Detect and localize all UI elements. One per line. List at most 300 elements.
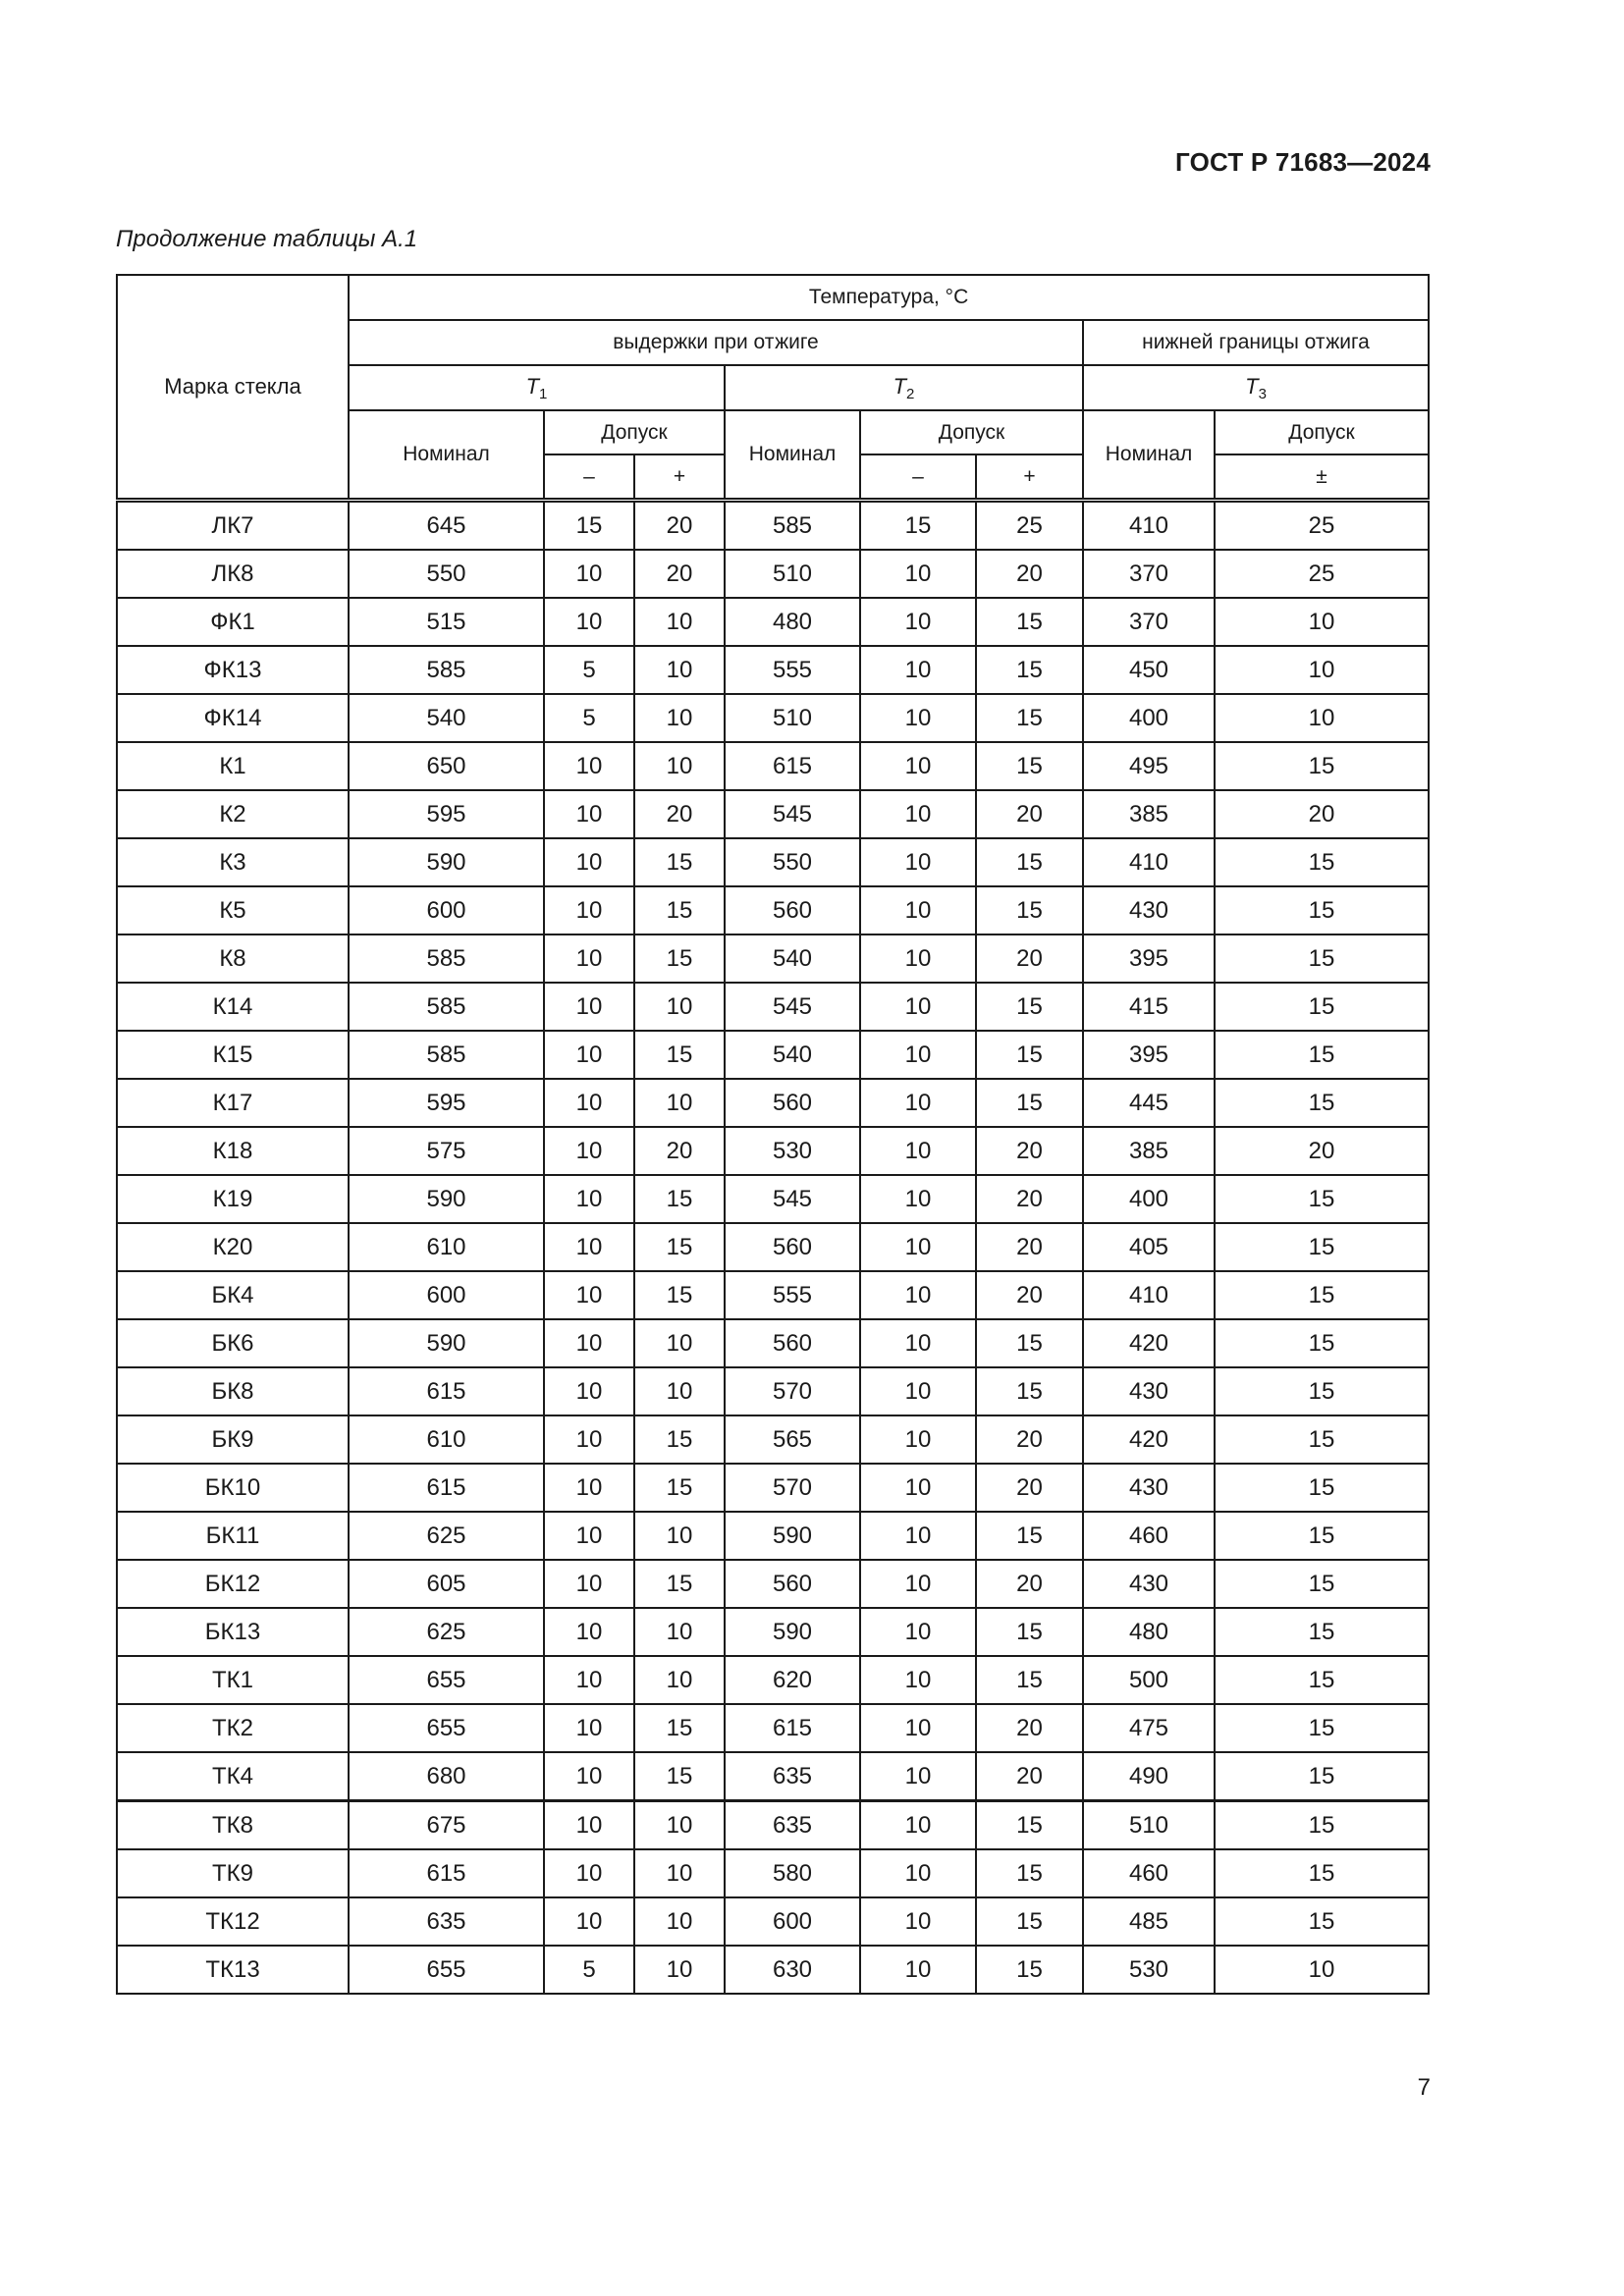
- table-row: [117, 694, 1429, 742]
- cell-t3-nominal: 430: [1083, 1367, 1215, 1415]
- table-row: [117, 1849, 1429, 1897]
- cell-t1-minus: 10: [544, 1271, 634, 1319]
- cell-t2-plus: 20: [976, 790, 1083, 838]
- cell-t1-nominal: 595: [349, 1079, 544, 1127]
- cell-t1-nominal: 610: [349, 1415, 544, 1464]
- cell-grade: К20: [117, 1223, 349, 1271]
- cell-t1-nominal: 610: [349, 1223, 544, 1271]
- table-row: [117, 1897, 1429, 1946]
- cell-t1-nominal: 585: [349, 983, 544, 1031]
- cell-t1-plus: 10: [634, 1897, 725, 1946]
- cell-t1-minus: 5: [544, 646, 634, 694]
- cell-grade: ЛК8: [117, 550, 349, 598]
- cell-t1-nominal: 590: [349, 838, 544, 886]
- cell-t1-nominal: 655: [349, 1656, 544, 1704]
- cell-t3-nominal: 385: [1083, 1127, 1215, 1175]
- table-row: [117, 1031, 1429, 1079]
- cell-grade: ТК8: [117, 1801, 349, 1850]
- cell-t2-nominal: 585: [725, 501, 860, 551]
- cell-t1-plus: 15: [634, 1175, 725, 1223]
- cell-t1-plus: 10: [634, 1319, 725, 1367]
- cell-t3-nominal: 500: [1083, 1656, 1215, 1704]
- cell-t2-nominal: 560: [725, 1560, 860, 1608]
- cell-t1-plus: 10: [634, 1801, 725, 1850]
- cell-t2-nominal: 565: [725, 1415, 860, 1464]
- cell-grade: ТК4: [117, 1752, 349, 1801]
- cell-t1-minus: 10: [544, 1223, 634, 1271]
- cell-t3-tolerance: 15: [1215, 1897, 1429, 1946]
- header-t2: [725, 365, 1083, 410]
- cell-t2-plus: 25: [976, 501, 1083, 551]
- cell-t2-minus: 10: [860, 1608, 976, 1656]
- cell-t2-plus: 20: [976, 1704, 1083, 1752]
- cell-t2-plus: 15: [976, 1946, 1083, 1994]
- cell-t3-nominal: 410: [1083, 1271, 1215, 1319]
- cell-grade: К15: [117, 1031, 349, 1079]
- cell-t2-plus: 15: [976, 1319, 1083, 1367]
- table-row: [117, 501, 1429, 551]
- cell-t1-plus: 15: [634, 1464, 725, 1512]
- cell-t3-tolerance: 15: [1215, 1608, 1429, 1656]
- cell-t1-plus: 10: [634, 1656, 725, 1704]
- cell-t2-minus: 10: [860, 742, 976, 790]
- header-t2-nominal: Номинал: [725, 410, 860, 501]
- cell-grade: ФК13: [117, 646, 349, 694]
- cell-t1-nominal: 615: [349, 1464, 544, 1512]
- cell-grade: ФК1: [117, 598, 349, 646]
- cell-t1-plus: 10: [634, 1946, 725, 1994]
- cell-t2-plus: 15: [976, 886, 1083, 934]
- cell-t3-nominal: 430: [1083, 886, 1215, 934]
- cell-t2-nominal: 540: [725, 934, 860, 983]
- cell-t1-plus: 20: [634, 550, 725, 598]
- cell-t1-minus: 10: [544, 1127, 634, 1175]
- cell-t2-nominal: 545: [725, 983, 860, 1031]
- cell-grade: К14: [117, 983, 349, 1031]
- cell-t1-nominal: 590: [349, 1319, 544, 1367]
- cell-t2-minus: 10: [860, 934, 976, 983]
- cell-t3-nominal: 445: [1083, 1079, 1215, 1127]
- cell-t3-tolerance: 15: [1215, 1319, 1429, 1367]
- cell-t1-nominal: 655: [349, 1946, 544, 1994]
- cell-t3-nominal: 370: [1083, 598, 1215, 646]
- cell-t1-plus: 15: [634, 886, 725, 934]
- cell-t2-nominal: 600: [725, 1897, 860, 1946]
- cell-t1-minus: 10: [544, 742, 634, 790]
- cell-t1-nominal: 575: [349, 1127, 544, 1175]
- cell-t3-tolerance: 15: [1215, 1704, 1429, 1752]
- cell-t1-minus: 10: [544, 1464, 634, 1512]
- cell-t2-plus: 20: [976, 1464, 1083, 1512]
- cell-t1-plus: 10: [634, 1608, 725, 1656]
- cell-grade: БК4: [117, 1271, 349, 1319]
- cell-t3-tolerance: 25: [1215, 501, 1429, 551]
- header-hold-annealing: выдержки при отжиге: [349, 320, 1083, 365]
- cell-t2-minus: 10: [860, 1079, 976, 1127]
- cell-t2-nominal: 540: [725, 1031, 860, 1079]
- cell-t2-minus: 10: [860, 646, 976, 694]
- header-t1-plus: +: [634, 454, 725, 501]
- cell-t2-plus: 15: [976, 983, 1083, 1031]
- cell-t3-tolerance: 15: [1215, 1223, 1429, 1271]
- cell-t1-minus: 10: [544, 1031, 634, 1079]
- cell-t1-nominal: 605: [349, 1560, 544, 1608]
- cell-t2-nominal: 510: [725, 694, 860, 742]
- cell-t1-plus: 20: [634, 790, 725, 838]
- cell-t1-plus: 15: [634, 838, 725, 886]
- cell-t3-tolerance: 15: [1215, 838, 1429, 886]
- cell-t2-nominal: 615: [725, 1704, 860, 1752]
- cell-t1-nominal: 515: [349, 598, 544, 646]
- cell-t2-nominal: 635: [725, 1752, 860, 1801]
- cell-t1-plus: 10: [634, 598, 725, 646]
- cell-t3-nominal: 385: [1083, 790, 1215, 838]
- cell-t1-nominal: 645: [349, 501, 544, 551]
- cell-t2-minus: 10: [860, 1704, 976, 1752]
- cell-t2-plus: 20: [976, 1271, 1083, 1319]
- cell-t3-nominal: 510: [1083, 1801, 1215, 1850]
- cell-t1-minus: 10: [544, 790, 634, 838]
- cell-t2-minus: 10: [860, 1512, 976, 1560]
- cell-t3-tolerance: 15: [1215, 1079, 1429, 1127]
- cell-t1-nominal: 585: [349, 934, 544, 983]
- cell-t1-plus: 20: [634, 501, 725, 551]
- cell-t1-nominal: 675: [349, 1801, 544, 1850]
- cell-t2-minus: 10: [860, 1752, 976, 1801]
- table-row: [117, 983, 1429, 1031]
- cell-t3-nominal: 395: [1083, 1031, 1215, 1079]
- cell-t3-nominal: 405: [1083, 1223, 1215, 1271]
- cell-t2-nominal: 510: [725, 550, 860, 598]
- cell-t1-nominal: 655: [349, 1704, 544, 1752]
- cell-t1-minus: 10: [544, 1849, 634, 1897]
- cell-t2-nominal: 560: [725, 1079, 860, 1127]
- cell-t3-tolerance: 10: [1215, 598, 1429, 646]
- cell-grade: ТК1: [117, 1656, 349, 1704]
- cell-t3-tolerance: 25: [1215, 550, 1429, 598]
- cell-t1-plus: 15: [634, 1704, 725, 1752]
- table-row: [117, 1415, 1429, 1464]
- cell-t1-minus: 10: [544, 1079, 634, 1127]
- cell-t1-nominal: 540: [349, 694, 544, 742]
- header-t1: [349, 365, 725, 410]
- table-row: [117, 646, 1429, 694]
- header-t3: [1083, 365, 1429, 410]
- table-row: [117, 1512, 1429, 1560]
- cell-t1-nominal: 680: [349, 1752, 544, 1801]
- cell-t3-tolerance: 15: [1215, 886, 1429, 934]
- cell-grade: БК8: [117, 1367, 349, 1415]
- cell-t3-nominal: 395: [1083, 934, 1215, 983]
- table-row: [117, 1801, 1429, 1850]
- cell-t2-minus: 10: [860, 598, 976, 646]
- cell-t2-nominal: 590: [725, 1608, 860, 1656]
- cell-t2-minus: 10: [860, 983, 976, 1031]
- cell-t3-nominal: 410: [1083, 838, 1215, 886]
- cell-t3-nominal: 485: [1083, 1897, 1215, 1946]
- table-row: [117, 838, 1429, 886]
- cell-t3-nominal: 450: [1083, 646, 1215, 694]
- cell-t2-nominal: 545: [725, 1175, 860, 1223]
- table-row: [117, 1127, 1429, 1175]
- cell-t3-tolerance: 15: [1215, 742, 1429, 790]
- cell-t2-nominal: 550: [725, 838, 860, 886]
- cell-t3-tolerance: 15: [1215, 1849, 1429, 1897]
- cell-t2-plus: 15: [976, 694, 1083, 742]
- header-t2-plus: +: [976, 454, 1083, 501]
- cell-grade: К3: [117, 838, 349, 886]
- header-t2-tolerance: Допуск: [860, 410, 1083, 454]
- cell-grade: К2: [117, 790, 349, 838]
- cell-grade: БК12: [117, 1560, 349, 1608]
- cell-t2-nominal: 560: [725, 1223, 860, 1271]
- cell-t2-plus: 20: [976, 1175, 1083, 1223]
- table-row: [117, 1464, 1429, 1512]
- cell-t3-nominal: 400: [1083, 694, 1215, 742]
- cell-t1-minus: 10: [544, 1608, 634, 1656]
- cell-t3-nominal: 415: [1083, 983, 1215, 1031]
- t1-letter: T: [525, 373, 540, 399]
- cell-t2-nominal: 560: [725, 886, 860, 934]
- table-row: [117, 598, 1429, 646]
- cell-t2-nominal: 615: [725, 742, 860, 790]
- table-row: [117, 1079, 1429, 1127]
- cell-t2-plus: 15: [976, 1031, 1083, 1079]
- cell-t2-nominal: 570: [725, 1367, 860, 1415]
- cell-t1-nominal: 615: [349, 1367, 544, 1415]
- cell-grade: БК9: [117, 1415, 349, 1464]
- cell-t1-plus: 10: [634, 1367, 725, 1415]
- document-code: ГОСТ Р 71683—2024: [1175, 147, 1431, 177]
- cell-t1-minus: 10: [544, 886, 634, 934]
- table-row: [117, 1608, 1429, 1656]
- cell-t3-nominal: 430: [1083, 1464, 1215, 1512]
- cell-t2-minus: 10: [860, 1367, 976, 1415]
- cell-t1-nominal: 595: [349, 790, 544, 838]
- cell-t3-nominal: 430: [1083, 1560, 1215, 1608]
- cell-t3-tolerance: 15: [1215, 1271, 1429, 1319]
- cell-grade: К1: [117, 742, 349, 790]
- cell-t1-minus: 10: [544, 1367, 634, 1415]
- cell-t1-minus: 10: [544, 838, 634, 886]
- cell-t1-minus: 10: [544, 934, 634, 983]
- table-row: [117, 1271, 1429, 1319]
- table-row: [117, 742, 1429, 790]
- cell-t1-plus: 10: [634, 646, 725, 694]
- cell-t1-nominal: 625: [349, 1512, 544, 1560]
- cell-grade: ФК14: [117, 694, 349, 742]
- cell-t2-nominal: 480: [725, 598, 860, 646]
- cell-t3-nominal: 420: [1083, 1415, 1215, 1464]
- cell-t2-minus: 10: [860, 1319, 976, 1367]
- cell-t1-nominal: 635: [349, 1897, 544, 1946]
- cell-t1-minus: 10: [544, 1319, 634, 1367]
- cell-t2-minus: 10: [860, 1560, 976, 1608]
- cell-t3-tolerance: 15: [1215, 1752, 1429, 1801]
- cell-t3-tolerance: 15: [1215, 1656, 1429, 1704]
- header-lower-annealing: нижней границы отжига: [1083, 320, 1429, 365]
- cell-t1-minus: 10: [544, 1704, 634, 1752]
- cell-t3-tolerance: 15: [1215, 1560, 1429, 1608]
- cell-t2-nominal: 580: [725, 1849, 860, 1897]
- cell-t2-minus: 10: [860, 886, 976, 934]
- t2-letter: T: [893, 373, 907, 399]
- header-t3-plusminus: ±: [1215, 454, 1429, 501]
- cell-t2-plus: 15: [976, 1656, 1083, 1704]
- cell-t1-plus: 15: [634, 1415, 725, 1464]
- cell-t1-nominal: 590: [349, 1175, 544, 1223]
- cell-grade: К8: [117, 934, 349, 983]
- cell-grade: ЛК7: [117, 501, 349, 551]
- table-row: [117, 1946, 1429, 1994]
- cell-t2-plus: 15: [976, 1801, 1083, 1850]
- cell-t2-nominal: 560: [725, 1319, 860, 1367]
- cell-t2-plus: 20: [976, 1223, 1083, 1271]
- cell-t2-minus: 10: [860, 1801, 976, 1850]
- cell-t2-nominal: 590: [725, 1512, 860, 1560]
- table-row: [117, 550, 1429, 598]
- cell-t1-plus: 10: [634, 742, 725, 790]
- cell-t3-tolerance: 15: [1215, 983, 1429, 1031]
- cell-grade: ТК9: [117, 1849, 349, 1897]
- cell-t2-plus: 15: [976, 1512, 1083, 1560]
- cell-t1-plus: 15: [634, 934, 725, 983]
- cell-grade: БК13: [117, 1608, 349, 1656]
- cell-t1-minus: 10: [544, 1897, 634, 1946]
- cell-grade: ТК12: [117, 1897, 349, 1946]
- t1-subscript: 1: [539, 385, 548, 402]
- cell-t1-minus: 10: [544, 1175, 634, 1223]
- cell-t1-plus: 20: [634, 1127, 725, 1175]
- cell-t1-minus: 10: [544, 1560, 634, 1608]
- table-row: [117, 934, 1429, 983]
- cell-t3-tolerance: 10: [1215, 646, 1429, 694]
- cell-t1-minus: 10: [544, 598, 634, 646]
- table-row: [117, 1223, 1429, 1271]
- cell-t1-minus: 10: [544, 1512, 634, 1560]
- cell-t3-nominal: 490: [1083, 1752, 1215, 1801]
- cell-t2-minus: 10: [860, 1031, 976, 1079]
- cell-t3-tolerance: 10: [1215, 694, 1429, 742]
- cell-t1-plus: 15: [634, 1752, 725, 1801]
- cell-t1-nominal: 600: [349, 1271, 544, 1319]
- cell-grade: БК10: [117, 1464, 349, 1512]
- cell-t3-tolerance: 15: [1215, 1367, 1429, 1415]
- cell-t3-tolerance: 15: [1215, 934, 1429, 983]
- cell-t2-nominal: 635: [725, 1801, 860, 1850]
- cell-grade: ТК13: [117, 1946, 349, 1994]
- table-row: [117, 1704, 1429, 1752]
- cell-t3-nominal: 495: [1083, 742, 1215, 790]
- header-t1-nominal: Номинал: [349, 410, 544, 501]
- annealing-temperature-table: [116, 274, 1430, 1995]
- cell-t2-minus: 10: [860, 838, 976, 886]
- table-row: [117, 1656, 1429, 1704]
- cell-t2-minus: 10: [860, 1271, 976, 1319]
- cell-t2-plus: 15: [976, 838, 1083, 886]
- cell-t2-minus: 10: [860, 1946, 976, 1994]
- cell-t2-plus: 15: [976, 1897, 1083, 1946]
- cell-t1-nominal: 615: [349, 1849, 544, 1897]
- cell-t3-nominal: 400: [1083, 1175, 1215, 1223]
- cell-t2-plus: 20: [976, 1752, 1083, 1801]
- page-number: 7: [1417, 2074, 1431, 2101]
- cell-grade: К18: [117, 1127, 349, 1175]
- cell-t3-nominal: 530: [1083, 1946, 1215, 1994]
- cell-t2-plus: 20: [976, 1127, 1083, 1175]
- cell-t2-minus: 10: [860, 1656, 976, 1704]
- table-row: [117, 1752, 1429, 1801]
- cell-t3-nominal: 480: [1083, 1608, 1215, 1656]
- cell-t2-minus: 10: [860, 1849, 976, 1897]
- cell-grade: К5: [117, 886, 349, 934]
- header-t2-minus: –: [860, 454, 976, 501]
- cell-t3-tolerance: 10: [1215, 1946, 1429, 1994]
- table-row: [117, 1560, 1429, 1608]
- cell-t2-nominal: 530: [725, 1127, 860, 1175]
- cell-t2-plus: 15: [976, 1079, 1083, 1127]
- cell-t2-minus: 10: [860, 1223, 976, 1271]
- cell-t1-minus: 10: [544, 550, 634, 598]
- cell-t3-tolerance: 15: [1215, 1175, 1429, 1223]
- cell-t3-tolerance: 15: [1215, 1031, 1429, 1079]
- cell-t2-minus: 10: [860, 790, 976, 838]
- cell-t1-minus: 10: [544, 1656, 634, 1704]
- cell-t2-nominal: 570: [725, 1464, 860, 1512]
- cell-t2-plus: 20: [976, 550, 1083, 598]
- cell-t3-nominal: 410: [1083, 501, 1215, 551]
- cell-t1-minus: 5: [544, 1946, 634, 1994]
- table-row: [117, 1175, 1429, 1223]
- cell-t1-plus: 15: [634, 1271, 725, 1319]
- cell-t3-nominal: 460: [1083, 1849, 1215, 1897]
- cell-t3-tolerance: 15: [1215, 1464, 1429, 1512]
- cell-t2-plus: 15: [976, 1849, 1083, 1897]
- cell-t3-nominal: 475: [1083, 1704, 1215, 1752]
- cell-t1-nominal: 585: [349, 646, 544, 694]
- header-t1-minus: –: [544, 454, 634, 501]
- cell-t1-nominal: 550: [349, 550, 544, 598]
- cell-t2-minus: 10: [860, 1897, 976, 1946]
- cell-t3-nominal: 420: [1083, 1319, 1215, 1367]
- cell-t2-plus: 15: [976, 742, 1083, 790]
- cell-t2-nominal: 620: [725, 1656, 860, 1704]
- t3-letter: T: [1245, 373, 1259, 399]
- header-t1-tolerance: Допуск: [544, 410, 725, 454]
- cell-t1-minus: 10: [544, 1801, 634, 1850]
- cell-t3-nominal: 370: [1083, 550, 1215, 598]
- cell-t1-plus: 10: [634, 1079, 725, 1127]
- table-row: [117, 886, 1429, 934]
- cell-t2-nominal: 630: [725, 1946, 860, 1994]
- cell-t1-plus: 15: [634, 1560, 725, 1608]
- cell-t3-tolerance: 15: [1215, 1801, 1429, 1850]
- cell-t1-plus: 10: [634, 1512, 725, 1560]
- cell-grade: К19: [117, 1175, 349, 1223]
- cell-t1-nominal: 585: [349, 1031, 544, 1079]
- cell-t1-nominal: 625: [349, 1608, 544, 1656]
- cell-grade: ТК2: [117, 1704, 349, 1752]
- table-row: [117, 1319, 1429, 1367]
- t2-subscript: 2: [906, 385, 915, 402]
- cell-t3-nominal: 460: [1083, 1512, 1215, 1560]
- cell-t2-minus: 10: [860, 1127, 976, 1175]
- cell-grade: БК11: [117, 1512, 349, 1560]
- cell-t2-minus: 10: [860, 1464, 976, 1512]
- cell-t2-plus: 15: [976, 646, 1083, 694]
- cell-t1-nominal: 650: [349, 742, 544, 790]
- cell-t2-minus: 10: [860, 1415, 976, 1464]
